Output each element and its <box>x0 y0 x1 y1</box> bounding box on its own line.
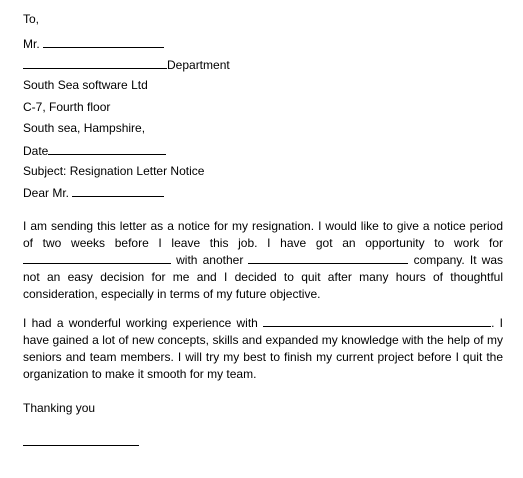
department-label: Department <box>167 58 230 72</box>
recipient-name-line <box>23 36 164 51</box>
closing: Thanking you <box>23 401 96 415</box>
department-line <box>23 57 230 72</box>
subject-line: Subject: Resignation Letter Notice <box>23 164 205 178</box>
signature-line <box>23 434 139 449</box>
mr-label: Mr. <box>23 37 40 51</box>
dear-name-blank <box>72 185 164 197</box>
current-company-blank <box>263 315 491 327</box>
paragraph-1: I am sending this letter as a notice for my resignation. I would like to give a notice period of two weeks before I leave this job. I have got an opportunity to work for with another company. It was not an easy decision for me and I decided to quit after many hours of thoughtful consideration, especially in terms of my future objective. <box>23 219 503 301</box>
new-employer-blank <box>23 252 171 264</box>
recipient-name-blank <box>43 36 164 48</box>
new-company-blank <box>248 252 408 264</box>
dear-line <box>23 185 164 200</box>
company-name: South Sea software Ltd <box>23 78 148 92</box>
address-line-1: C-7, Fourth floor <box>23 100 111 114</box>
salutation-to: To, <box>23 12 40 26</box>
date-blank <box>48 143 166 155</box>
signature-blank <box>23 434 139 446</box>
dear-label: Dear Mr. <box>23 186 70 200</box>
date-line <box>23 143 166 158</box>
address-line-2: South sea, Hampshire, <box>23 121 146 135</box>
department-blank <box>23 57 167 69</box>
paragraph-2: I had a wonderful working experience with . I have gained a lot of new concepts, skills and expanded my knowledge with the help of my seniors and team members. I will try my best to finish my current project before I quit the organization to make it smooth for my team. <box>23 316 503 381</box>
date-label: Date <box>23 144 49 158</box>
